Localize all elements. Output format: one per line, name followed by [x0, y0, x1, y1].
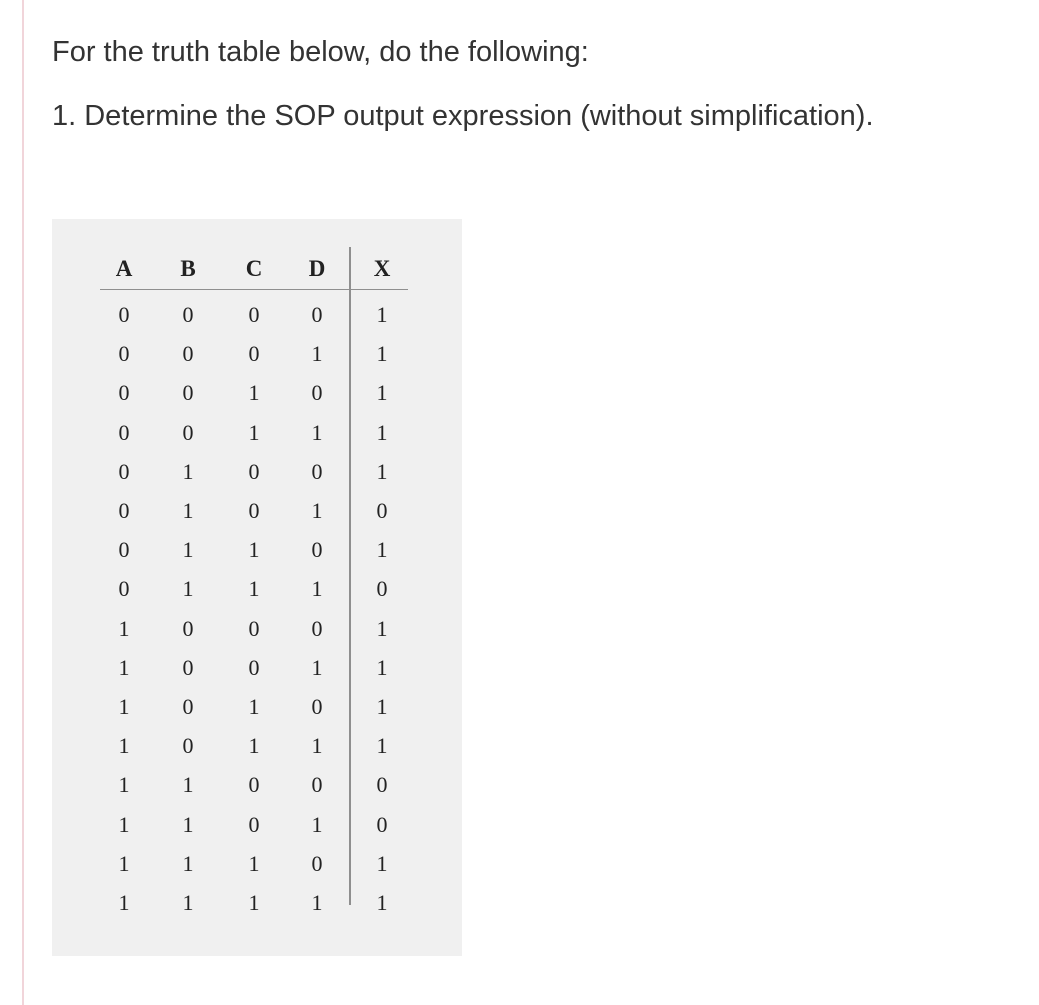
table-cell: 1 [376, 890, 388, 915]
table-cell: 1 [376, 694, 388, 719]
table-cell: 1 [248, 380, 260, 406]
table-cell: 0 [376, 576, 388, 602]
header-underline [100, 289, 408, 290]
table-cell: 1 [376, 419, 388, 445]
table-row [52, 374, 462, 412]
table-cell: 0 [118, 537, 130, 563]
header-b: B [180, 256, 196, 281]
table-cell: 1 [311, 576, 323, 602]
table-cell: 0 [248, 615, 260, 641]
table-cell: 0 [118, 380, 130, 406]
header-x: X [373, 256, 391, 281]
table-cell: 0 [182, 694, 194, 719]
table-row [52, 492, 462, 530]
table-cell: 1 [376, 733, 388, 759]
table-row [52, 335, 462, 373]
table-cell: 0 [182, 419, 194, 445]
table-cell: 1 [248, 733, 260, 759]
table-cell: 1 [182, 890, 194, 915]
table-cell: 0 [311, 380, 323, 406]
table-cell: 1 [118, 654, 130, 680]
table-cell: 1 [182, 772, 194, 798]
table-cell: 1 [182, 811, 194, 837]
table-cell: 1 [311, 890, 323, 915]
table-row [52, 884, 462, 922]
table-cell: 0 [311, 537, 323, 563]
table-cell: 0 [311, 615, 323, 641]
table-cell: 1 [118, 890, 130, 915]
header-d: D [308, 256, 326, 281]
table-cell: 0 [182, 654, 194, 680]
table-cell: 1 [118, 615, 130, 641]
table-cell: 0 [118, 576, 130, 602]
table-cell: 0 [118, 458, 130, 484]
table-cell: 1 [311, 733, 323, 759]
table-row [52, 531, 462, 569]
table-cell: 0 [182, 380, 194, 406]
table-cell: 0 [118, 419, 130, 445]
table-cell: 1 [182, 498, 194, 523]
table-cell: 1 [376, 850, 388, 876]
table-row [52, 727, 462, 765]
table-cell: 0 [248, 772, 260, 798]
table-cell: 0 [311, 694, 323, 719]
table-cell: 1 [182, 576, 194, 602]
table-cell: 0 [248, 654, 260, 680]
table-cell: 1 [118, 733, 130, 759]
table-cell: 0 [248, 811, 260, 837]
intro-text: For the truth table below, do the following: [52, 36, 589, 68]
truth-table-header [52, 250, 462, 288]
table-cell: 1 [182, 458, 194, 484]
table-cell: 1 [376, 615, 388, 641]
table-cell: 1 [118, 694, 130, 719]
table-row [52, 649, 462, 687]
truth-table [52, 219, 462, 956]
table-row [52, 610, 462, 648]
table-cell: 1 [118, 811, 130, 837]
table-cell: 0 [376, 811, 388, 837]
table-cell: 0 [248, 302, 260, 327]
table-cell: 1 [248, 890, 260, 915]
table-cell: 1 [376, 341, 388, 367]
table-cell: 1 [118, 850, 130, 876]
table-cell: 1 [376, 380, 388, 406]
left-margin-rule [22, 0, 24, 1005]
table-cell: 0 [182, 615, 194, 641]
table-cell: 0 [376, 772, 388, 798]
table-cell: 1 [376, 537, 388, 563]
table-row [52, 766, 462, 804]
table-cell: 0 [182, 302, 194, 327]
table-cell: 0 [248, 498, 260, 523]
table-row [52, 414, 462, 452]
table-cell: 1 [376, 302, 388, 327]
instruction-item-1: 1. Determine the SOP output expression (without simplification). [52, 100, 874, 132]
table-cell: 1 [248, 694, 260, 719]
table-cell: 1 [248, 419, 260, 445]
table-cell: 1 [248, 576, 260, 602]
table-cell: 1 [311, 419, 323, 445]
table-cell: 1 [248, 537, 260, 563]
table-cell: 0 [311, 302, 323, 327]
table-cell: 1 [311, 654, 323, 680]
table-cell: 1 [182, 537, 194, 563]
table-cell: 1 [376, 654, 388, 680]
table-row [52, 570, 462, 608]
table-cell: 0 [376, 498, 388, 523]
table-cell: 0 [311, 458, 323, 484]
table-row [52, 453, 462, 491]
table-cell: 0 [182, 341, 194, 367]
table-row [52, 806, 462, 844]
table-cell: 0 [248, 341, 260, 367]
table-row [52, 845, 462, 883]
table-cell: 0 [182, 733, 194, 759]
table-cell: 0 [118, 341, 130, 367]
table-cell: 0 [248, 458, 260, 484]
table-row [52, 688, 462, 726]
table-cell: 0 [311, 850, 323, 876]
table-cell: 1 [376, 458, 388, 484]
header-c: C [245, 256, 263, 281]
table-cell: 1 [311, 498, 323, 523]
table-cell: 0 [311, 772, 323, 798]
table-cell: 0 [118, 302, 130, 327]
table-row [52, 296, 462, 334]
table-cell: 1 [248, 850, 260, 876]
table-cell: 0 [118, 498, 130, 523]
table-cell: 1 [311, 341, 323, 367]
table-cell: 1 [118, 772, 130, 798]
table-cell: 1 [182, 850, 194, 876]
table-cell: 1 [311, 811, 323, 837]
header-a: A [115, 256, 133, 281]
